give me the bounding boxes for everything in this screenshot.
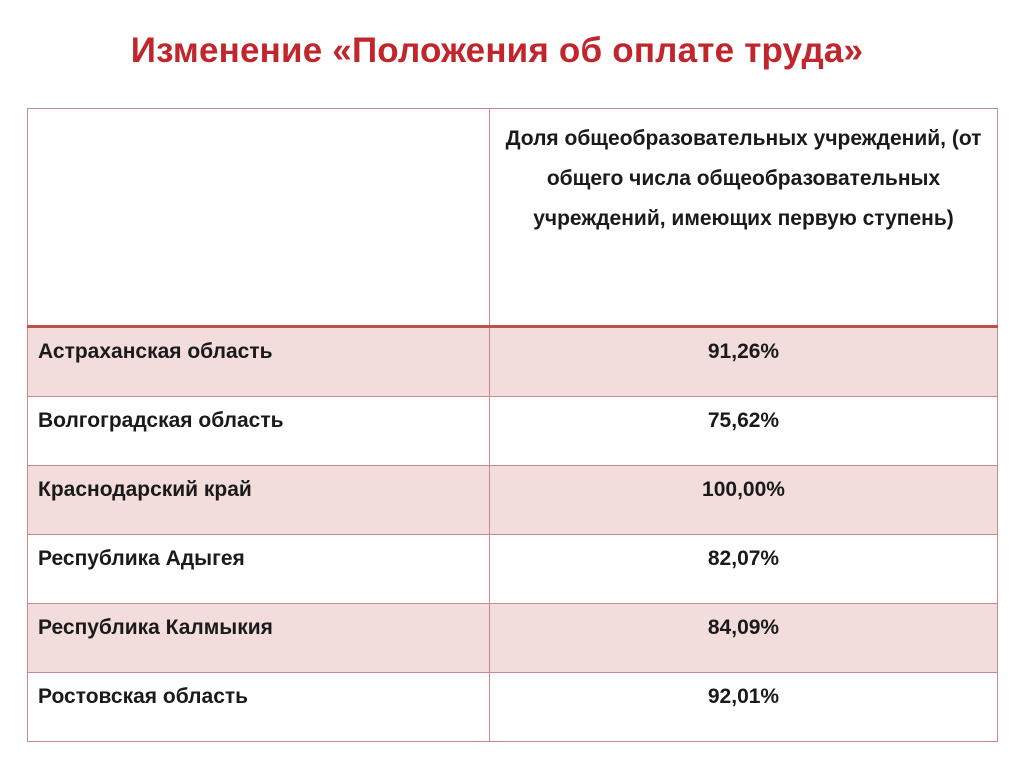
table-header-row	[28, 109, 998, 327]
region-cell	[28, 673, 490, 742]
table-row	[28, 673, 998, 742]
value-cell	[490, 327, 998, 397]
value-cell	[490, 466, 998, 535]
data-table	[27, 108, 998, 742]
header-share-label: Доля общеобразовательных учреждений, (от общего числа общеобразовательных учреждений, имеющих первую ступень)	[505, 127, 982, 230]
region-cell	[28, 535, 490, 604]
value-cell	[490, 397, 998, 466]
value-cell	[490, 673, 998, 742]
share-value: 91,26%	[707, 340, 780, 363]
share-value: 100,00%	[702, 478, 785, 501]
value-cell	[490, 604, 998, 673]
region-cell	[28, 466, 490, 535]
table-row	[28, 535, 998, 604]
region-name: Республика Калмыкия	[38, 616, 273, 639]
region-name: Астраханская область	[38, 340, 273, 363]
region-name: Волгоградская область	[38, 409, 284, 432]
share-value: 82,07%	[707, 547, 780, 570]
region-name: Краснодарский край	[38, 478, 252, 501]
header-cell-empty	[28, 109, 490, 327]
header-cell-share	[490, 109, 998, 327]
table-row	[28, 397, 998, 466]
region-name: Республика Адыгея	[38, 547, 245, 570]
table-row	[28, 327, 998, 397]
region-name: Ростовская область	[38, 685, 249, 708]
value-cell	[490, 535, 998, 604]
page-title: Изменение «Положения об оплате труда»	[130, 31, 864, 70]
share-value: 84,09%	[707, 616, 780, 639]
share-value: 92,01%	[707, 685, 780, 708]
table-row	[28, 466, 998, 535]
region-cell	[28, 604, 490, 673]
region-cell	[28, 397, 490, 466]
region-cell	[28, 327, 490, 397]
share-value: 75,62%	[707, 409, 780, 432]
table-row	[28, 604, 998, 673]
